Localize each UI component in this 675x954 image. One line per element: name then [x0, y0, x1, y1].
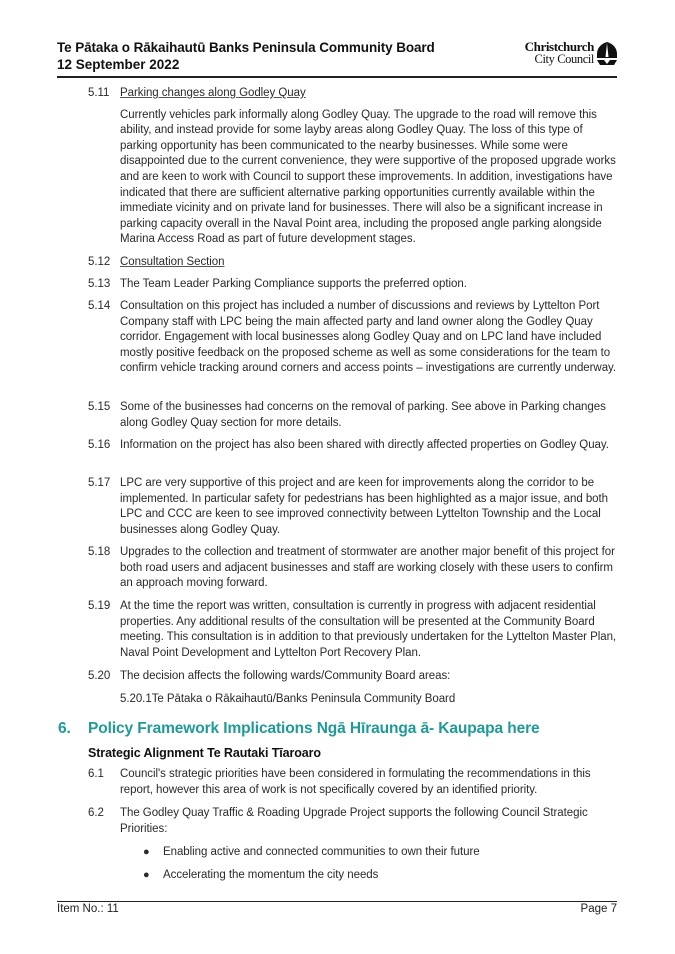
logo-line-2: City Council — [534, 52, 594, 66]
logo-line-1: Christchurch — [524, 39, 594, 54]
subclause-number: 5.20.1 — [120, 692, 152, 705]
clause-text: Some of the businesses had concerns on the removal of parking. See above in Parking changes along Godley Quay section for more details. — [120, 401, 606, 429]
clause-text: The Team Leader Parking Compliance supports the preferred option. — [120, 278, 467, 290]
clause-number: 5.14 — [88, 300, 111, 312]
clause-text: At the time the report was written, consultation is currently in progress with adjacent residential properties. Any additional results of the consultation will be presented at the Community Board meeting. This consultation is in addition to that previously undertaken for the Lyttelton Master Plan, Naval Point Development and Lyttelton Port Recovery Plan. — [120, 600, 617, 659]
clause-6-2 — [88, 806, 618, 837]
meeting-date: 12 September 2022 — [57, 57, 180, 72]
footer-divider — [57, 901, 617, 902]
clause-text: Upgrades to the collection and treatment of stormwater are another major benefit of this project for both road users and adjacent businesses and staff are working closely with these users to confirm an approach moving forward. — [120, 546, 615, 590]
clause-5-13 — [88, 277, 618, 293]
clause-body: Currently vehicles park informally along Godley Quay. The upgrade to the road will remove this ability, and instead provide for some layby areas along Godley Quay. The loss of this type of parking opportunity has been communicated to the nearby businesses. While some were disappointed due to the current convenience, they were supportive of the proposed upgrade works and are keen to work with Council to support these improvements. In addition, investigations have indicated that there are sufficient alternative parking opportunities currently available within the immediate vicinity and on private land for businesses. There will also be a significant increase in parking capacity overall in the Naval Point area, including the proposed angle parking alongside Marina Access Road as part of future development stages. — [120, 108, 616, 246]
section-title: Policy Framework Implications Ngā Hīraunga ā- Kaupapa here — [88, 720, 540, 737]
clause-number: 5.18 — [88, 546, 111, 558]
bullet-icon: ● — [143, 869, 150, 881]
clause-number: 5.13 — [88, 278, 111, 290]
cathedral-spire-logo-icon — [596, 41, 618, 67]
clause-5-16 — [88, 438, 618, 454]
clause-5-12 — [88, 255, 618, 271]
clause-5-19 — [88, 599, 618, 661]
item-number: Item No.: 11 — [57, 903, 119, 915]
clause-number: 5.15 — [88, 401, 111, 413]
council-logo — [500, 40, 618, 70]
clause-number: 5.12 — [88, 256, 111, 268]
clause-5-17 — [88, 476, 618, 538]
clause-5-11 — [88, 86, 618, 248]
clause-text: Council's strategic priorities have been considered in formulating the recommendations in this report, however this area of work is not specifically covered by an identified priority. — [120, 768, 591, 796]
clause-number: 5.16 — [88, 439, 111, 451]
clause-5-18 — [88, 545, 618, 592]
bullet-text: Accelerating the momentum the city needs — [163, 869, 379, 881]
page-number: Page 7 — [580, 903, 617, 915]
clause-5-20 — [88, 669, 618, 707]
clause-number: 5.11 — [88, 87, 110, 99]
clause-number: 6.2 — [88, 807, 104, 819]
clause-number: 6.1 — [88, 768, 104, 780]
clause-text: The decision affects the following wards/Community Board areas: — [120, 670, 451, 682]
clause-heading: Consultation Section — [120, 256, 225, 268]
subclause-text: Te Pātaka o Rākaihautū/Banks Peninsula Community Board — [151, 692, 456, 705]
section-number: 6. — [58, 720, 71, 737]
subclause-5-20-1 — [120, 692, 618, 708]
section-6-heading — [58, 720, 540, 738]
clause-heading: Parking changes along Godley Quay — [120, 87, 306, 99]
bullet-item — [143, 868, 613, 884]
clause-text: The Godley Quay Traffic & Roading Upgrade Project supports the following Council Strategic Priorities: — [120, 807, 588, 835]
clause-text: Consultation on this project has included a number of discussions and reviews by Lyttelton Port Company staff with LPC being the main affected party and land owner along the Godley Quay corridor. Engagement with local businesses along Godley Quay and on LPC land have included mostly positive feedback on the proposed scheme as well as some considerations for the team to confirm vehicle tracking around corners and access points – investigations are currently underway. — [120, 300, 617, 375]
header-divider — [57, 76, 617, 78]
clause-5-14 — [88, 299, 618, 377]
clause-number: 5.20 — [88, 670, 111, 682]
clause-5-15 — [88, 400, 618, 431]
clause-number: 5.19 — [88, 600, 111, 612]
clause-number: 5.17 — [88, 477, 111, 489]
clause-text: Information on the project has also been shared with directly affected properties on Godley Quay. — [120, 439, 609, 451]
clause-text: LPC are very supportive of this project and are keen for improvements along the corridor to be implemented. In particular safety for pedestrians has been highlighted as a major issue, and both LPC and CCC are keen to see improved connectivity between Lyttelton Township and the Local businesses along Godley Quay. — [120, 477, 609, 536]
strategic-alignment-subheading: Strategic Alignment Te Rautaki Tīaroaro — [88, 746, 321, 760]
bullet-item — [143, 845, 613, 861]
bullet-icon: ● — [143, 846, 150, 858]
bullet-text: Enabling active and connected communities to own their future — [163, 846, 480, 858]
board-title: Te Pātaka o Rākaihautū Banks Peninsula Community Board — [57, 40, 435, 55]
clause-6-1 — [88, 767, 618, 798]
